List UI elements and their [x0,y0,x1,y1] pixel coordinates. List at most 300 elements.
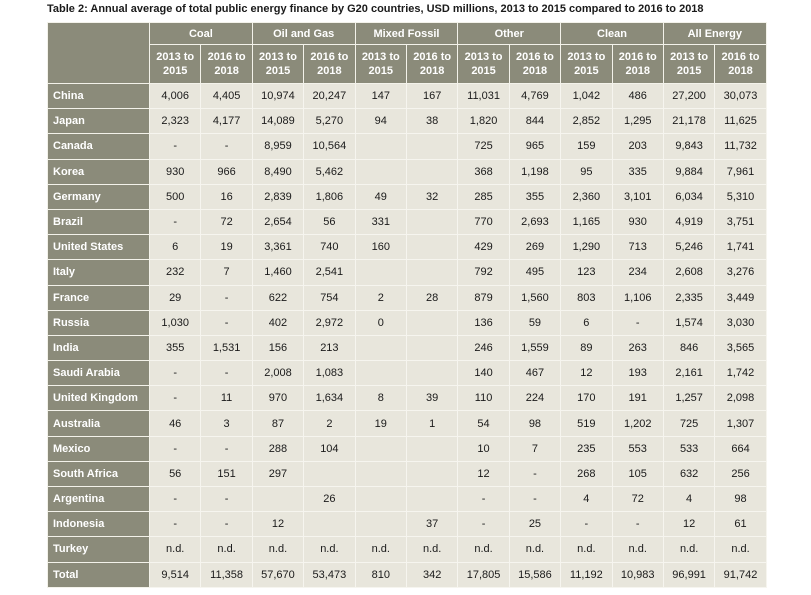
table-row [48,209,767,234]
table-cell: 8,959 [252,134,303,159]
table-cell: 1,165 [561,209,612,234]
group-header-row [48,23,767,45]
table-cell: 3,449 [715,285,766,310]
table-cell: 331 [355,209,406,234]
corner-cell [48,23,150,84]
table-row [48,411,767,436]
table-cell: 4 [561,487,612,512]
table-cell: 2,839 [252,184,303,209]
table-cell: 1,257 [663,386,714,411]
table-cell: 467 [509,361,560,386]
row-label: Brazil [48,209,150,234]
table-cell: 263 [612,335,663,360]
table-cell: 2,608 [663,260,714,285]
table-cell: 167 [406,84,457,109]
period-header: 2016 to 2018 [304,45,355,84]
row-label: Korea [48,159,150,184]
table-cell: - [612,512,663,537]
table-row [48,335,767,360]
period-header-row [48,45,767,84]
table-cell: 5,462 [304,159,355,184]
period-header: 2016 to 2018 [612,45,663,84]
table-cell: - [509,461,560,486]
row-label: United States [48,235,150,260]
table-cell: 25 [509,512,560,537]
table-cell: - [150,361,201,386]
table-cell: 213 [304,335,355,360]
row-label: France [48,285,150,310]
table-cell: n.d. [150,537,201,562]
table-cell: 94 [355,109,406,134]
table-cell: - [458,487,509,512]
table-cell: 533 [663,436,714,461]
row-label: Indonesia [48,512,150,537]
table-cell [406,134,457,159]
table-cell: - [201,361,252,386]
table-cell [406,209,457,234]
table-cell: n.d. [201,537,252,562]
table-row [48,184,767,209]
table-cell: - [150,487,201,512]
row-label: China [48,84,150,109]
table-cell: 846 [663,335,714,360]
table-cell: 500 [150,184,201,209]
table-cell: 3,565 [715,335,766,360]
table-cell: n.d. [509,537,560,562]
table-cell: 10 [458,436,509,461]
table-cell: 664 [715,436,766,461]
row-label: United Kingdom [48,386,150,411]
table-cell: 297 [252,461,303,486]
table-cell: 72 [201,209,252,234]
table-cell: 632 [663,461,714,486]
table-row [48,109,767,134]
table-cell: 160 [355,235,406,260]
table-cell: 246 [458,335,509,360]
table-cell: 622 [252,285,303,310]
table-cell [406,159,457,184]
table-cell: 72 [612,487,663,512]
table-cell: 8,490 [252,159,303,184]
table-cell: 754 [304,285,355,310]
period-header: 2013 to 2015 [252,45,303,84]
table-cell: 725 [458,134,509,159]
table-cell: 970 [252,386,303,411]
table-cell: 930 [612,209,663,234]
table-cell: n.d. [406,537,457,562]
table-cell: 232 [150,260,201,285]
table-cell: 1,820 [458,109,509,134]
table-cell: 6 [561,310,612,335]
table-cell: 355 [150,335,201,360]
group-header-all-energy: All Energy [663,23,766,45]
table-cell: 1,290 [561,235,612,260]
table-cell: 147 [355,84,406,109]
table-cell [406,335,457,360]
table-row [48,436,767,461]
table-cell: n.d. [715,537,766,562]
table-cell: 56 [150,461,201,486]
table-cell: 486 [612,84,663,109]
table-cell: - [201,512,252,537]
table-cell: 0 [355,310,406,335]
row-label: Italy [48,260,150,285]
table-cell: 28 [406,285,457,310]
table-cell: 2,008 [252,361,303,386]
table-cell: 96,991 [663,562,714,587]
table-cell: 21,178 [663,109,714,134]
table-cell: 224 [509,386,560,411]
table-cell: 713 [612,235,663,260]
table-cell: 140 [458,361,509,386]
row-label: Total [48,562,150,587]
table-cell: 9,514 [150,562,201,587]
table-cell: 725 [663,411,714,436]
table-cell: 1,741 [715,235,766,260]
period-header: 2013 to 2015 [663,45,714,84]
table-cell [355,361,406,386]
table-cell: 519 [561,411,612,436]
table-cell: 98 [509,411,560,436]
table-cell: 57,670 [252,562,303,587]
table-cell: 2 [304,411,355,436]
table-cell: 9,843 [663,134,714,159]
table-cell: 844 [509,109,560,134]
table-cell: 8 [355,386,406,411]
table-cell: 136 [458,310,509,335]
table-cell: 4,769 [509,84,560,109]
table-cell: - [201,310,252,335]
table-cell: 770 [458,209,509,234]
table-cell: 89 [561,335,612,360]
table-row [48,159,767,184]
table-cell: 1,460 [252,260,303,285]
table-cell [355,134,406,159]
table-cell: 3 [201,411,252,436]
table-cell: 810 [355,562,406,587]
table-cell: 1,634 [304,386,355,411]
table-cell: 12 [458,461,509,486]
row-label: India [48,335,150,360]
table-cell: 6,034 [663,184,714,209]
table-cell [304,512,355,537]
table-cell: 402 [252,310,303,335]
table-cell: 269 [509,235,560,260]
table-cell: 39 [406,386,457,411]
table-cell: 235 [561,436,612,461]
table-row [48,487,767,512]
table-cell: 1,202 [612,411,663,436]
table-cell: n.d. [355,537,406,562]
table-cell [355,461,406,486]
table-row [48,386,767,411]
table-cell: 1,042 [561,84,612,109]
row-label: Australia [48,411,150,436]
table-cell: 3,030 [715,310,766,335]
table-cell: 105 [612,461,663,486]
table-cell: 19 [201,235,252,260]
table-cell: 32 [406,184,457,209]
table-cell [355,512,406,537]
row-label: Russia [48,310,150,335]
table-cell [304,461,355,486]
table-cell: - [561,512,612,537]
table-cell: 3,751 [715,209,766,234]
table-cell: 203 [612,134,663,159]
table-cell: n.d. [458,537,509,562]
table-cell: 3,101 [612,184,663,209]
table-cell: 110 [458,386,509,411]
table-cell: 91,742 [715,562,766,587]
table-cell: 4 [663,487,714,512]
table-cell: 98 [715,487,766,512]
period-header: 2016 to 2018 [201,45,252,84]
table-cell: 1,198 [509,159,560,184]
table-cell: 87 [252,411,303,436]
table-cell: 170 [561,386,612,411]
table-cell: 740 [304,235,355,260]
table-cell: 368 [458,159,509,184]
table-cell: 288 [252,436,303,461]
table-cell: - [150,134,201,159]
table-cell [406,310,457,335]
table-cell: 11,192 [561,562,612,587]
table-cell: 30,073 [715,84,766,109]
table-row [48,134,767,159]
table-cell [406,487,457,512]
table-cell: 12 [252,512,303,537]
table-cell: 2,098 [715,386,766,411]
table-cell [406,235,457,260]
table-cell: 2 [355,285,406,310]
table-body [48,84,767,588]
table-caption: Table 2: Annual average of total public energy finance by G20 countries, USD millions, 2013 to 2015 compared to 2016 to 2018 [47,3,704,15]
table-cell: 38 [406,109,457,134]
table-cell: 6 [150,235,201,260]
table-cell: 3,276 [715,260,766,285]
table-cell: 9,884 [663,159,714,184]
table-cell: - [509,487,560,512]
table-cell: 12 [663,512,714,537]
table-cell: 429 [458,235,509,260]
table-cell [355,159,406,184]
table-cell: 2,852 [561,109,612,134]
table-cell: 1,307 [715,411,766,436]
table-cell: 234 [612,260,663,285]
table-cell: 49 [355,184,406,209]
row-label: Canada [48,134,150,159]
table-cell: 1,083 [304,361,355,386]
table-row [48,461,767,486]
table-cell: 26 [304,487,355,512]
table-cell: n.d. [561,537,612,562]
table-cell: 335 [612,159,663,184]
table-cell: 16 [201,184,252,209]
table-cell: 2,654 [252,209,303,234]
group-header-clean: Clean [561,23,664,45]
table-cell: 151 [201,461,252,486]
table-cell: 11,732 [715,134,766,159]
table-cell: n.d. [612,537,663,562]
table-cell [406,436,457,461]
table-cell: 54 [458,411,509,436]
table-cell: 11,031 [458,84,509,109]
table-cell: 930 [150,159,201,184]
row-label: Argentina [48,487,150,512]
table-row [48,310,767,335]
table-cell: 4,919 [663,209,714,234]
table-row [48,285,767,310]
table-cell: 19 [355,411,406,436]
table-cell: 20,247 [304,84,355,109]
row-label: South Africa [48,461,150,486]
table-cell: 11,358 [201,562,252,587]
table-cell: 1,295 [612,109,663,134]
table-cell: 59 [509,310,560,335]
table-cell: 17,805 [458,562,509,587]
table-row [48,537,767,562]
table-cell: 156 [252,335,303,360]
table-cell: 4,006 [150,84,201,109]
period-header: 2016 to 2018 [406,45,457,84]
table-cell: - [150,436,201,461]
table-cell: 1,106 [612,285,663,310]
table-cell: 5,270 [304,109,355,134]
group-header-coal: Coal [150,23,253,45]
table-cell: 792 [458,260,509,285]
group-header-oil-and-gas: Oil and Gas [252,23,355,45]
table-cell [355,487,406,512]
period-header: 2016 to 2018 [715,45,766,84]
table-cell: 2,541 [304,260,355,285]
table-cell: 553 [612,436,663,461]
table-cell: - [201,285,252,310]
table-cell: 123 [561,260,612,285]
table-cell: - [458,512,509,537]
table-cell: - [612,310,663,335]
table-cell: 12 [561,361,612,386]
period-header: 2013 to 2015 [355,45,406,84]
table-cell: 56 [304,209,355,234]
table-cell: 95 [561,159,612,184]
table-cell: 7 [509,436,560,461]
table-cell: 193 [612,361,663,386]
table-cell: 2,335 [663,285,714,310]
table-cell: 11,625 [715,109,766,134]
row-label: Turkey [48,537,150,562]
table-cell: 3,361 [252,235,303,260]
row-label: Germany [48,184,150,209]
table-cell: 879 [458,285,509,310]
table-cell: 355 [509,184,560,209]
table-cell: - [201,134,252,159]
table-cell [406,361,457,386]
table-cell [355,260,406,285]
table-cell: 14,089 [252,109,303,134]
table-cell: 965 [509,134,560,159]
period-header: 2016 to 2018 [509,45,560,84]
row-label: Mexico [48,436,150,461]
table-cell: 1,560 [509,285,560,310]
table-cell: 37 [406,512,457,537]
table-cell [355,436,406,461]
table-cell: 2,972 [304,310,355,335]
table-cell: - [150,386,201,411]
table-cell: 256 [715,461,766,486]
table-cell: 7,961 [715,159,766,184]
table-cell: 4,177 [201,109,252,134]
table-cell: 803 [561,285,612,310]
table-cell: 1,806 [304,184,355,209]
table-cell: 1 [406,411,457,436]
table-cell: 4,405 [201,84,252,109]
group-header-other: Other [458,23,561,45]
table-cell: 285 [458,184,509,209]
table-cell: 5,310 [715,184,766,209]
period-header: 2013 to 2015 [150,45,201,84]
table-cell: 46 [150,411,201,436]
period-header: 2013 to 2015 [458,45,509,84]
table-cell: 159 [561,134,612,159]
table-cell: 10,983 [612,562,663,587]
row-label: Japan [48,109,150,134]
period-header: 2013 to 2015 [561,45,612,84]
table-cell: 53,473 [304,562,355,587]
table-cell: 104 [304,436,355,461]
table-cell: 5,246 [663,235,714,260]
table-cell: 1,531 [201,335,252,360]
group-header-mixed-fossil: Mixed Fossil [355,23,458,45]
table-cell: - [201,487,252,512]
table-cell: - [201,436,252,461]
table-cell: 342 [406,562,457,587]
table-cell: 61 [715,512,766,537]
table-cell: 1,030 [150,310,201,335]
table-cell: n.d. [663,537,714,562]
table-cell: 2,161 [663,361,714,386]
table-cell: 7 [201,260,252,285]
table-cell: 2,360 [561,184,612,209]
table-row [48,512,767,537]
table-cell [355,335,406,360]
table-cell: n.d. [252,537,303,562]
table-row [48,361,767,386]
table-row [48,235,767,260]
table-cell: 966 [201,159,252,184]
table-cell: 10,564 [304,134,355,159]
energy-finance-table [47,22,767,588]
row-label: Saudi Arabia [48,361,150,386]
table-cell: 11 [201,386,252,411]
table-cell: 1,559 [509,335,560,360]
table-cell [406,260,457,285]
table-cell: - [150,209,201,234]
table-cell: 1,742 [715,361,766,386]
table-cell [406,461,457,486]
table-cell: 1,574 [663,310,714,335]
table-cell: 495 [509,260,560,285]
table-cell: 10,974 [252,84,303,109]
table-row [48,84,767,109]
table-cell: 29 [150,285,201,310]
table-cell: 27,200 [663,84,714,109]
table-cell: 268 [561,461,612,486]
table-cell: 2,323 [150,109,201,134]
table-cell: 191 [612,386,663,411]
table-cell: n.d. [304,537,355,562]
table-row [48,562,767,587]
table-cell [252,487,303,512]
